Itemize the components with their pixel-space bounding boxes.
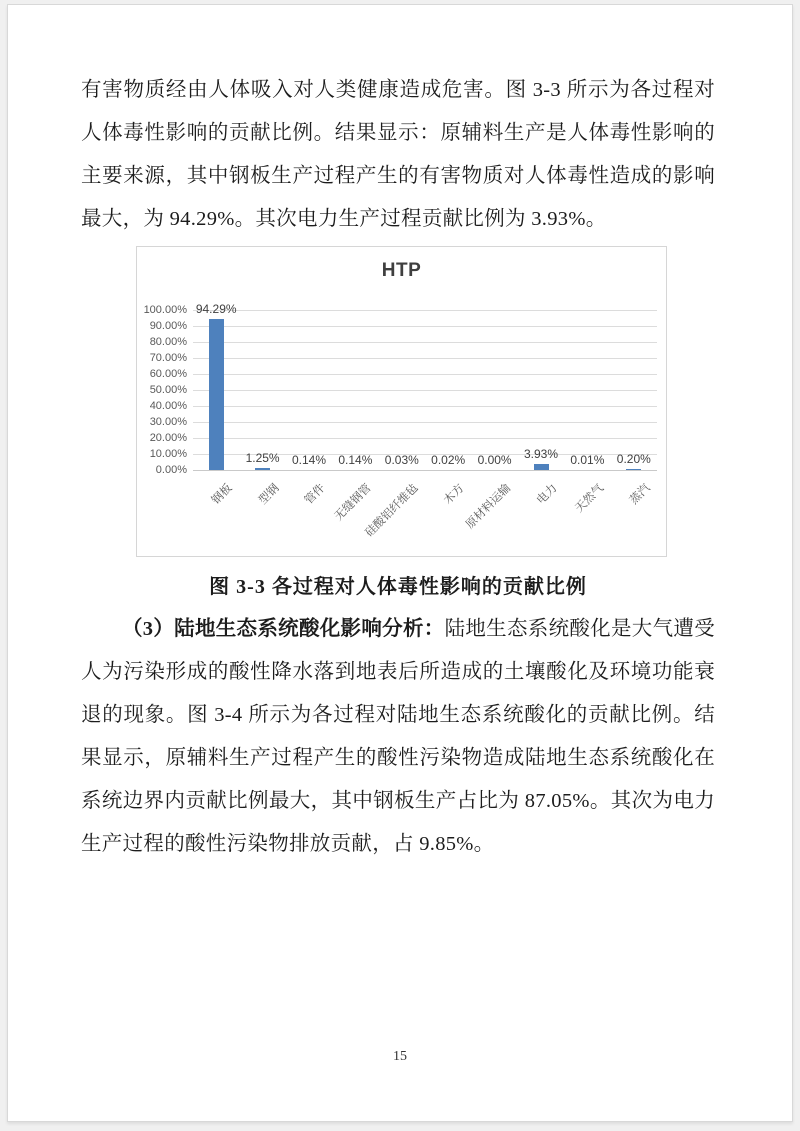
data-label: 0.03% [384,452,419,467]
paragraph-htp: 有害物质经由人体吸入对人类健康造成危害。图 3-3 所示为各过程对人体毒性影响的贡献比例。结果显示：原辅料生产是人体毒性影响的主要来源，其中钢板生产过程产生的有害物质对人体毒性造成的影响最大，为 94.29%。其次电力生产过程贡献比例为 3.93%。 [81,79,715,230]
gridline [193,406,657,407]
y-axis-tick-label: 70.00% [149,352,187,364]
gridline [193,470,657,471]
gridline [193,390,657,391]
gridline [193,326,657,327]
x-axis-category-label: 木方 [442,482,467,507]
y-axis-tick-label: 100.00% [143,304,187,316]
data-label: 0.01% [570,452,605,467]
bar-钢板 [209,319,224,470]
x-axis-category-label: 管件 [302,482,328,507]
x-axis-category-label: 原材料运输 [464,482,514,532]
x-axis-category-label: 硅酸铝纤维毡 [363,482,421,540]
gridline [193,358,657,359]
y-axis-tick-label: 10.00% [149,448,187,460]
y-axis-tick-label: 40.00% [149,400,187,412]
x-axis-category-label: 天然气 [573,482,607,516]
y-axis-tick-label: 50.00% [149,384,187,396]
bar-电力 [534,464,549,470]
gridline [193,438,657,439]
x-axis-category-label: 电力 [534,482,560,507]
paragraph-body: 陆地生态系统酸化是大气遭受人为污染形成的酸性降水落到地表后所造成的土壤酸化及环境功能衰退的现象。图 3-4 所示为各过程对陆地生态系统酸化的贡献比例。结果显示，原辅料生产过程产生的酸性污染物造成陆地生态系统酸化在系统边界内贡献比例最大，其中钢板生产占比为 87.05%。其次为电力生产过程的酸性污染物排放贡献，占 9.85%。 [81,618,715,855]
y-axis-tick-label: 60.00% [149,368,187,380]
htp-bar-chart [136,246,667,557]
y-axis-tick-label: 90.00% [149,320,187,332]
x-axis-category-label: 无缝钢管 [333,482,375,524]
chart-title: HTP [381,260,422,281]
x-axis-category-label: 蒸汽 [627,482,653,507]
data-label: 0.00% [477,453,512,467]
y-axis-tick-label: 30.00% [149,416,187,428]
gridline [193,342,657,343]
y-axis-tick-label: 20.00% [149,432,187,444]
document-page [7,4,793,1122]
paragraph-acidification [81,608,715,866]
data-label: 0.02% [431,452,466,467]
x-axis-category-label: 型钢 [256,482,282,507]
y-axis-tick-label: 0.00% [155,464,187,476]
data-label: 0.20% [616,452,651,466]
gridline [193,374,657,375]
page-number: 15 [393,1049,407,1064]
data-label: 1.25% [245,451,280,465]
figure-caption: 图 3-3 各过程对人体毒性影响的贡献比例 [209,576,587,598]
gridline [193,310,657,311]
gridline [193,422,657,423]
data-label: 94.29% [195,302,237,317]
x-axis-category-label: 钢板 [210,482,235,507]
y-axis-tick-label: 80.00% [149,336,187,348]
data-label: 0.14% [291,452,327,467]
data-label: 3.93% [523,446,559,461]
bar-蒸汽 [626,469,641,470]
data-label: 0.14% [338,452,373,467]
paragraph-lead: （3）陆地生态系统酸化影响分析： [122,618,445,640]
bar-型钢 [255,468,270,470]
